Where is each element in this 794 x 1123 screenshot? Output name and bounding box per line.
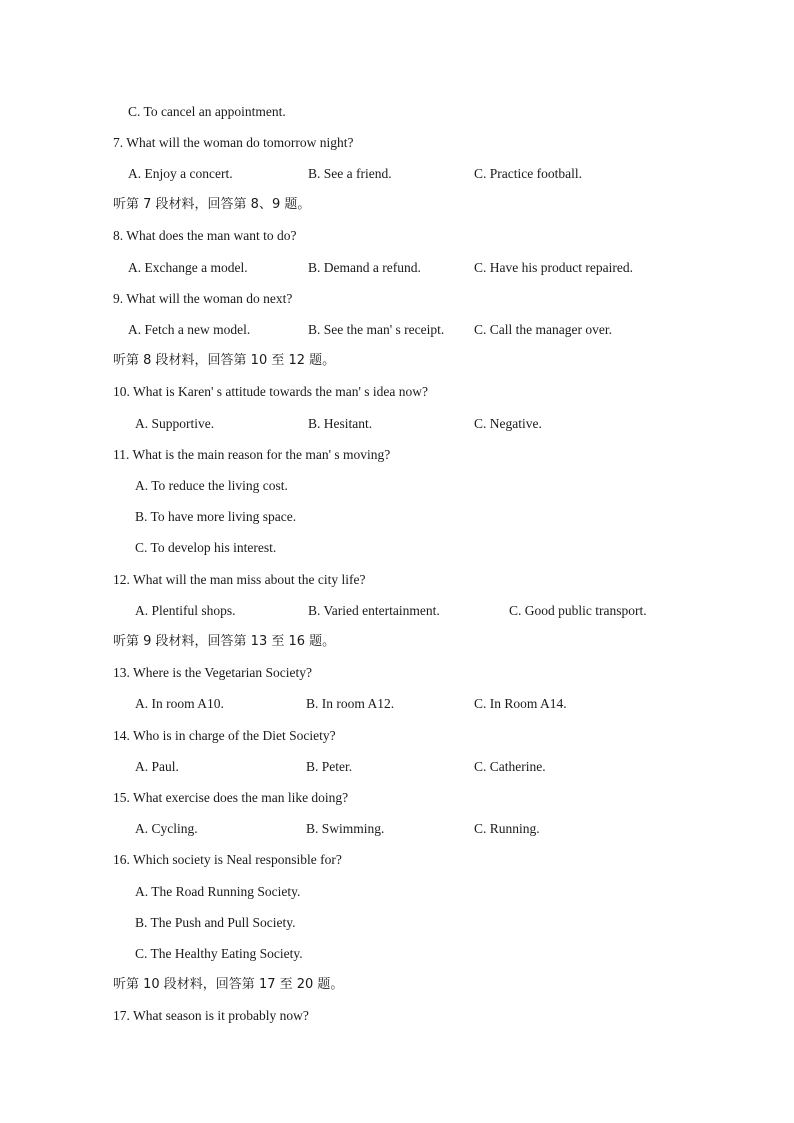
question-14-option-a: A. Paul. xyxy=(135,759,179,774)
question-7-option-c: C. Practice football. xyxy=(474,166,582,181)
question-17: 17. What season is it probably now? xyxy=(113,1008,309,1023)
question-12-option-b: B. Varied entertainment. xyxy=(308,603,440,618)
question-14-option-b: B. Peter. xyxy=(306,759,353,774)
question-11-option-b: B. To have more living space. xyxy=(135,509,297,524)
question-12-option-a: A. Plentiful shops. xyxy=(135,603,236,618)
question-9-option-a: A. Fetch a new model. xyxy=(128,322,251,337)
question-12: 12. What will the man miss about the city life? xyxy=(113,572,366,587)
question-12-option-c: C. Good public transport. xyxy=(509,603,647,618)
question-11-option-c: C. To develop his interest. xyxy=(135,540,277,555)
question-13-option-b: B. In room A12. xyxy=(306,696,395,711)
question-16-option-a: A. The Road Running Society. xyxy=(135,884,301,899)
question-10-option-c: C. Negative. xyxy=(474,416,542,431)
question-15: 15. What exercise does the man like doing? xyxy=(113,790,349,805)
question-8-option-c: C. Have his product repaired. xyxy=(474,260,633,275)
question-7: 7. What will the woman do tomorrow night? xyxy=(113,135,354,150)
section-7-instruction: 听第 7 段材料，回答第 8、9 题。 xyxy=(113,197,311,212)
question-10: 10. What is Karen' s attitude towards the man' s idea now? xyxy=(113,384,429,399)
question-8: 8. What does the man want to do? xyxy=(113,228,297,243)
question-8-option-a: A. Exchange a model. xyxy=(128,260,248,275)
question-14: 14. Who is in charge of the Diet Society? xyxy=(113,728,336,743)
question-16-option-b: B. The Push and Pull Society. xyxy=(135,915,296,930)
question-9-option-c: C. Call the manager over. xyxy=(474,322,612,337)
question-7-option-a: A. Enjoy a concert. xyxy=(128,166,233,181)
question-14-option-c: C. Catherine. xyxy=(474,759,546,774)
question-8-option-b: B. Demand a refund. xyxy=(308,260,421,275)
question-13-option-c: C. In Room A14. xyxy=(474,696,567,711)
section-10-instruction: 听第 10 段材料，回答第 17 至 20 题。 xyxy=(113,977,344,992)
section-8-instruction: 听第 8 段材料，回答第 10 至 12 题。 xyxy=(113,353,336,368)
question-16-option-c: C. The Healthy Eating Society. xyxy=(135,946,303,961)
question-15-option-c: C. Running. xyxy=(474,821,540,836)
question-9: 9. What will the woman do next? xyxy=(113,291,293,306)
question-9-option-b: B. See the man' s receipt. xyxy=(308,322,445,337)
question-11-option-a: A. To reduce the living cost. xyxy=(135,478,288,493)
question-10-option-a: A. Supportive. xyxy=(135,416,215,431)
question-16: 16. Which society is Neal responsible for? xyxy=(113,852,342,867)
section-9-instruction: 听第 9 段材料，回答第 13 至 16 题。 xyxy=(113,634,336,649)
question-13-option-a: A. In room A10. xyxy=(135,696,224,711)
question-13: 13. Where is the Vegetarian Society? xyxy=(113,665,312,680)
question-15-option-a: A. Cycling. xyxy=(135,821,198,836)
option-c-cancel-appointment: C. To cancel an appointment. xyxy=(128,104,286,119)
question-10-option-b: B. Hesitant. xyxy=(308,416,373,431)
question-15-option-b: B. Swimming. xyxy=(306,821,385,836)
question-7-option-b: B. See a friend. xyxy=(308,166,392,181)
question-11: 11. What is the main reason for the man' s moving? xyxy=(113,447,391,462)
